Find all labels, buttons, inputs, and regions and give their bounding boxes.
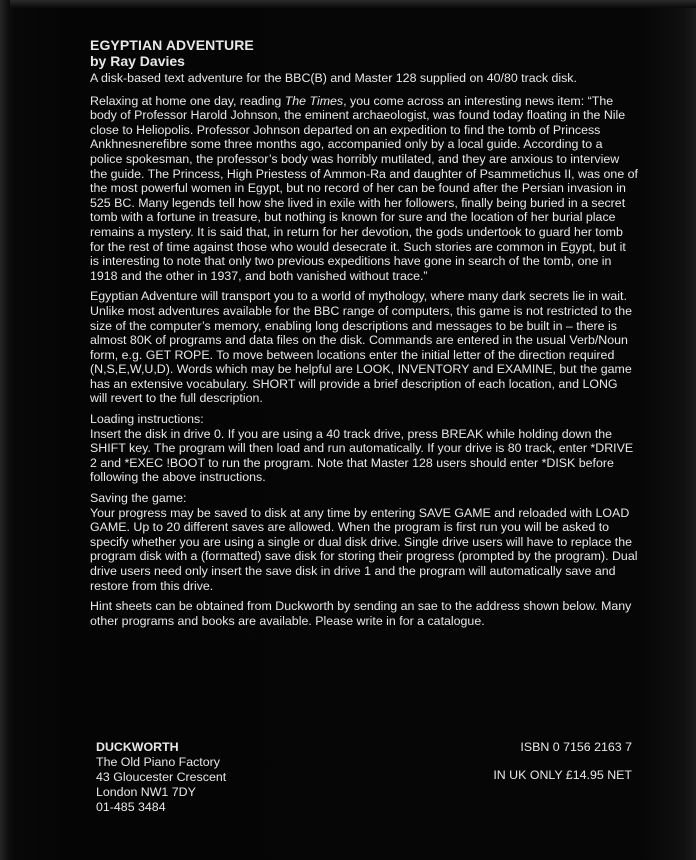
price-label: IN UK ONLY £14.95 NET <box>493 768 632 782</box>
address-line-3: London NW1 7DY <box>96 785 196 799</box>
isbn-number: ISBN 0 7156 2163 7 <box>520 740 632 754</box>
saving-heading: Saving the game: <box>90 491 187 506</box>
loading-paragraph: Insert the disk in drive 0. If you are using a 40 track drive, press BREAK while holding down the SHIFT key. The program will then load and run automatically. If your drive is 80 track, enter *DRIVE 2 and *EXEC !BOOT to run the program. Note that Master 128 users should enter *DISK before following the above instructions. <box>90 426 634 485</box>
address-line-1: The Old Piano Factory <box>96 755 220 769</box>
sleeve-top-edge <box>0 0 696 8</box>
saving-paragraph: Your progress may be saved to disk at any time by entering SAVE GAME and reloaded with LOAD GAME. Up to 20 different saves are allowed. When the program is first run you will be asked to specify whether you are using a single or dual disk drive. Single drive users will have to replace the program disk with a (formatted) save disk for storing their progress (prompted by the program). Dual drive users need only insert the save disk in drive 1 and the program will automatically save and restore from this drive. <box>90 505 638 593</box>
publisher-phone: 01-485 3484 <box>96 800 166 814</box>
hints-paragraph: Hint sheets can be obtained from Duckworth by sending an sae to the address shown below. Many other programs and books are available. Please write in for a catalogue. <box>90 599 632 628</box>
intro-paragraph: A disk-based text adventure for the BBC(B) and Master 128 supplied on 40/80 track disk. <box>90 71 577 85</box>
sleeve-text-block <box>90 38 638 634</box>
newspaper-name: The Times <box>284 93 344 108</box>
sleeve-left-edge <box>0 0 10 860</box>
loading-heading: Loading instructions: <box>90 412 204 427</box>
publisher-name: DUCKWORTH <box>96 740 179 754</box>
game-title: EGYPTIAN ADVENTURE <box>90 37 254 53</box>
story-text-rest: , you come across an interesting news item: “The body of Professor Harold Johnson, the eminent archaeologist, was found today floating in the Nile close to Heliopolis. Professor Johnson departed on an expedition to find the tomb of Princess Ankhnesnerefibre some three months ago, accompanied only by a local guide. According to a police spokesman, the professor’s body was horribly mutilated, and they are anxious to interview the guide. The Princess, High Priestess of Ammon-Ra and daughter of Psammetichus II, was one of the most powerful women in Egypt, but no record of her can be found after the Persian invasion in 525 BC. Many legends tell how she lived in exile with her followers, finally being buried in a secret tomb with a fortune in treasure, but nothing is known for sure and the location of her burial place remains a mystery. It is said that, in return for her devotion, the gods undertook to guard her tomb for the rest of time against those who would desecrate it. Such stories are common in Egypt, but it is interesting to note that only two previous expeditions have gone in search of the tomb, one in 1918 and the other in 1937, and both vanished without trace.” <box>90 93 638 283</box>
description-paragraph: Egyptian Adventure will transport you to a world of mythology, where many dark secrets lie in wait. Unlike most adventures available for the BBC range of computers, this game is not restricted to the size of the computer’s memory, enabling long descriptions and messages to be built in – there is almost 80K of programs and data files on the disk. Commands are entered in the usual Verb/Noun form, e.g. GET ROPE. To move between locations enter the initial letter of the direction required (N,S,E,W,U,D). Words which may be helpful are LOOK, INVENTORY and EXAMINE, but the game has an extensive vocabulary. SHORT will provide a brief description of each location, and LONG will revert to the full description. <box>90 289 633 406</box>
story-text-start: Relaxing at home one day, reading <box>90 93 285 108</box>
story-paragraph <box>90 94 638 284</box>
publisher-address <box>96 740 356 815</box>
address-line-2: 43 Gloucester Crescent <box>96 770 227 784</box>
game-author: by Ray Davies <box>90 53 185 69</box>
isbn-price-block <box>432 740 632 783</box>
